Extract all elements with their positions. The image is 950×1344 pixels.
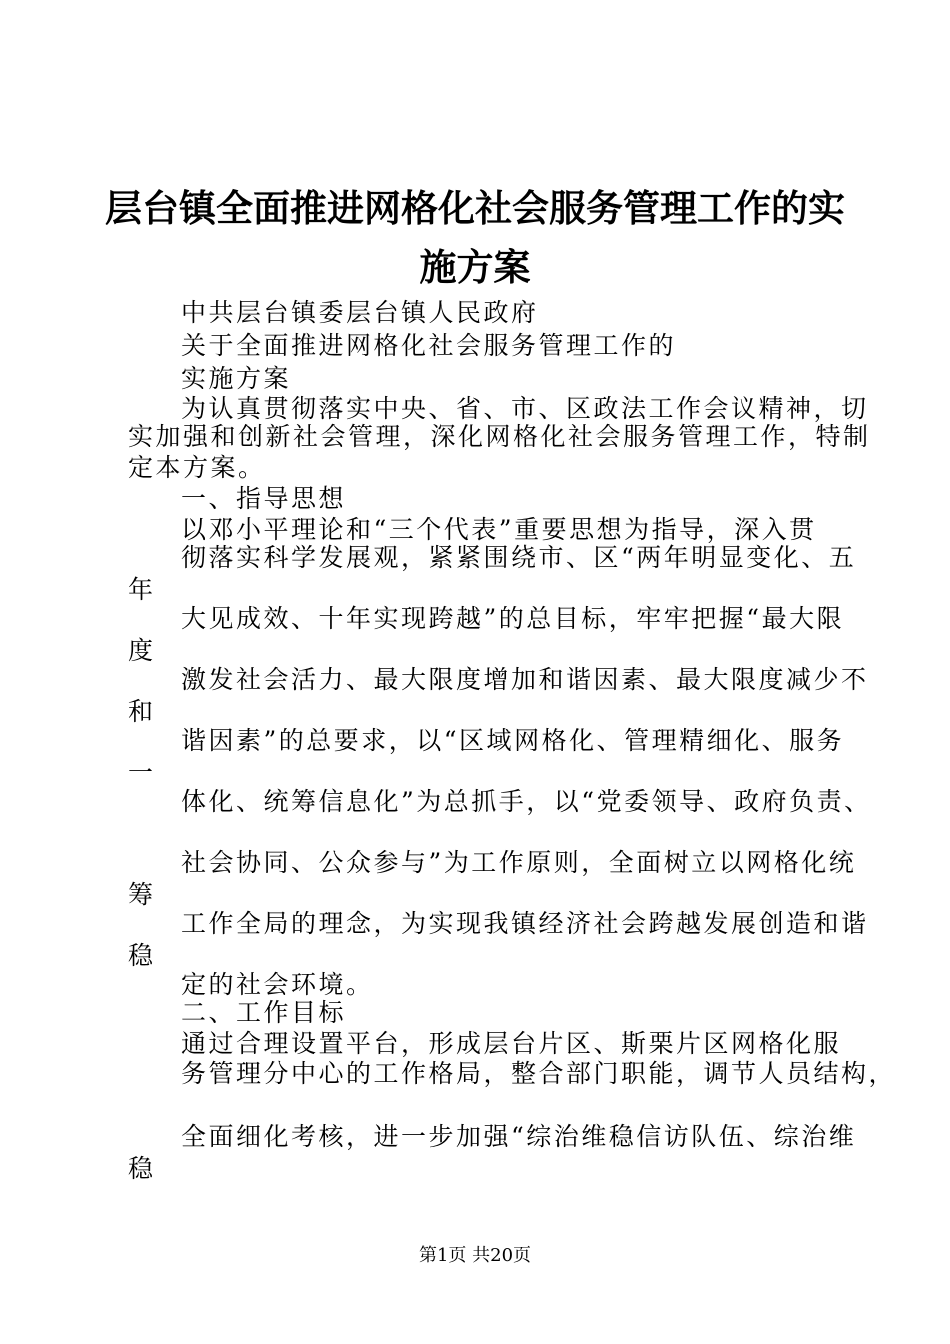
body-line: 彻落实科学发展观，紧紧围绕市、区“两年明显变化、五 — [181, 543, 857, 572]
body-line: 工作全局的理念，为实现我镇经济社会跨越发展创造和谐 — [181, 909, 869, 938]
body-line-wrap: 和 — [128, 697, 156, 726]
body-line: 社会协同、公众参与”为工作原则，全面树立以网格化统 — [181, 848, 857, 877]
section-heading: 一、指导思想 — [181, 484, 347, 513]
body-line: 以邓小平理论和“三个代表”重要思想为指导，深入贯 — [181, 515, 817, 544]
body-line: 定本方案。 — [128, 453, 266, 482]
issuer-line: 中共层台镇委层台镇人民政府 — [181, 298, 539, 327]
body-line: 谐因素”的总要求，以“区域网格化、管理精细化、服务 — [181, 726, 845, 755]
body-line: 为认真贯彻落实中央、省、市、区政法工作会议精神，切 — [181, 394, 869, 423]
body-line: 全面细化考核，进一步加强“综治维稳信访队伍、综治维 — [181, 1122, 857, 1151]
body-line-wrap: 一 — [128, 758, 156, 787]
body-line-wrap: 度 — [128, 636, 156, 665]
body-line: 实加强和创新社会管理，深化网格化社会服务管理工作，特制 — [128, 422, 871, 451]
body-line-wrap: 年 — [128, 575, 156, 604]
body-line: 定的社会环境。 — [181, 970, 374, 999]
body-line: 大见成效、十年实现跨越”的总目标，牢牢把握“最大限 — [181, 604, 845, 633]
page-footer: 第1页 共20页 — [418, 1245, 532, 1266]
body-line: 务管理分中心的工作格局，整合部门职能，调节人员结构， — [181, 1059, 897, 1088]
body-line-wrap: 稳 — [128, 1154, 156, 1183]
document-title-line-1: 层台镇全面推进网格化社会服务管理工作的实 — [105, 187, 845, 230]
section-heading: 二、工作目标 — [181, 998, 347, 1027]
doc-type-line: 实施方案 — [181, 364, 292, 393]
body-line: 激发社会活力、最大限度增加和谐因素、最大限度减少不 — [181, 665, 869, 694]
body-line: 体化、统筹信息化”为总抓手，以“党委领导、政府负责、 — [181, 787, 872, 816]
body-line: 通过合理设置平台，形成层台片区、斯栗片区网格化服 — [181, 1029, 842, 1058]
document-title-line-2: 施方案 — [419, 246, 531, 289]
body-line-wrap: 稳 — [128, 941, 156, 970]
body-line-wrap: 筹 — [128, 880, 156, 909]
subject-line: 关于全面推进网格化社会服务管理工作的 — [181, 331, 677, 360]
